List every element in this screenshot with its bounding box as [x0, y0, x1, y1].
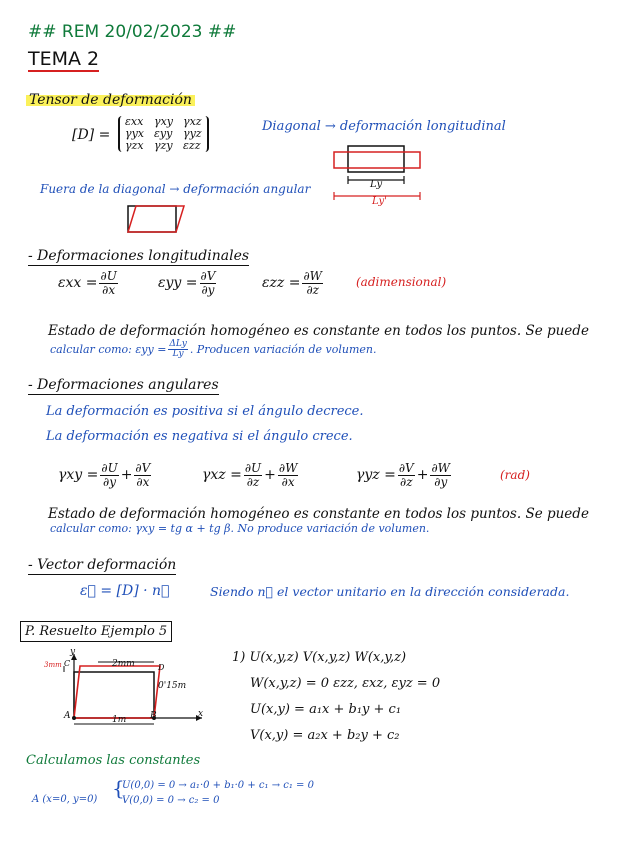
offdiagonal-note: Fuera de la diagonal → deformación angular	[40, 182, 311, 196]
example-line-2: W(x,y,z) = 0 εzz, εxz, εyz = 0	[250, 676, 441, 691]
vector-heading: - Vector deformación	[28, 557, 177, 573]
homog-longitudinal-line2: calcular como: εyy = $\frac{\text{ΔLy}}{Ly}$ . Producen variación de volumen.	[50, 339, 377, 360]
strain-tensor-matrix	[118, 116, 209, 152]
unit-vector-note: Siendo n⃗ el vector unitario en la dirección considerada.	[210, 584, 570, 599]
dim-ly-prime: Ly'	[372, 196, 387, 207]
homog-angular-line2: calcular como: γxy = tg α + tg β. No produce variación de volumen.	[50, 522, 430, 535]
tensor-heading: Tensor de deformación	[26, 93, 195, 107]
rad-unit: (rad)	[500, 468, 530, 482]
dim-right: 0'15m	[158, 681, 187, 691]
point-b: B	[150, 711, 157, 721]
dim-top: 2mm	[112, 659, 135, 669]
deformed-bar	[334, 152, 420, 168]
example-line-3: U(x,y) = a₁x + b₁y + c₁	[250, 702, 402, 717]
point-a: A	[64, 711, 71, 721]
gyz-formula: γyz = $\frac{\partial V}{\partial z}$ + $\frac{\partial W}{\partial y}$	[356, 461, 450, 489]
angular-heading: - Deformaciones angulares	[28, 377, 219, 393]
dim-ly: Ly	[370, 179, 383, 190]
system-brace: {	[112, 776, 125, 800]
constant-eq-2: V(0,0) = 0 → c₂ = 0	[122, 795, 220, 806]
matrix-row: εxx γxy γxz	[125, 115, 202, 128]
constants-heading: Calculamos las constantes	[26, 753, 201, 768]
constant-eq-1: U(0,0) = 0 → a₁·0 + b₁·0 + c₁ → c₁ = 0	[122, 780, 314, 791]
topic-title: TEMA 2	[28, 48, 100, 70]
eyy-formula: εyy = $\frac{\partial V}{\partial y}$	[158, 269, 216, 297]
example-line-1: 1) U(x,y,z) V(x,y,z) W(x,y,z)	[232, 650, 407, 665]
homog-angular-line1: Estado de deformación homogéneo es constante en todos los puntos. Se puede	[48, 506, 589, 522]
strain-vector-formula: ε⃗ = [D] · n⃗	[80, 583, 170, 599]
deformed-plate	[74, 666, 160, 718]
positive-angle-note: La deformación es positiva si el ángulo decrece.	[46, 404, 364, 419]
negative-angle-note: La deformación es negativa si el ángulo crece.	[46, 429, 353, 444]
gxz-formula: γxz = $\frac{\partial U}{\partial z}$ + $\frac{\partial W}{\partial x}$	[202, 461, 298, 489]
axis-y-label: y	[70, 647, 76, 657]
diagonal-note: Diagonal → deformación longitudinal	[262, 119, 506, 134]
angular-deformation-sketch	[122, 200, 186, 240]
axis-x-label: x	[198, 709, 204, 719]
notes-header: ## REM 20/02/2023 ##	[28, 22, 237, 42]
point-d: D	[158, 663, 165, 672]
longitudinal-heading: - Deformaciones longitudinales	[28, 248, 250, 264]
adimensional-unit: (adimensional)	[356, 275, 447, 289]
homog-longitudinal-line1: Estado de deformación homogéneo es constante en todos los puntos. Se puede	[48, 323, 589, 339]
gxy-formula: γxy = $\frac{\partial U}{\partial y}$ + $\frac{\partial V}{\partial x}$	[58, 461, 151, 489]
point-c: C	[64, 659, 71, 668]
ezz-formula: εzz = $\frac{\partial W}{\partial z}$	[262, 269, 322, 297]
original-plate	[74, 672, 154, 718]
example-line-4: V(x,y) = a₂x + b₂y + c₂	[250, 728, 400, 743]
dim-bottom: 1m	[112, 715, 127, 725]
matrix-row: γyx εyy γyz	[125, 127, 202, 140]
example-heading: P. Resuelto Ejemplo 5	[20, 621, 172, 642]
dim-left: 3mm	[44, 661, 62, 669]
matrix-row: γzx γzy εzz	[125, 139, 201, 152]
origin-point: A (x=0, y=0)	[32, 794, 98, 805]
exx-formula: εxx = $\frac{\partial U}{\partial x}$	[58, 269, 117, 297]
matrix-label: [D] =	[72, 127, 111, 143]
